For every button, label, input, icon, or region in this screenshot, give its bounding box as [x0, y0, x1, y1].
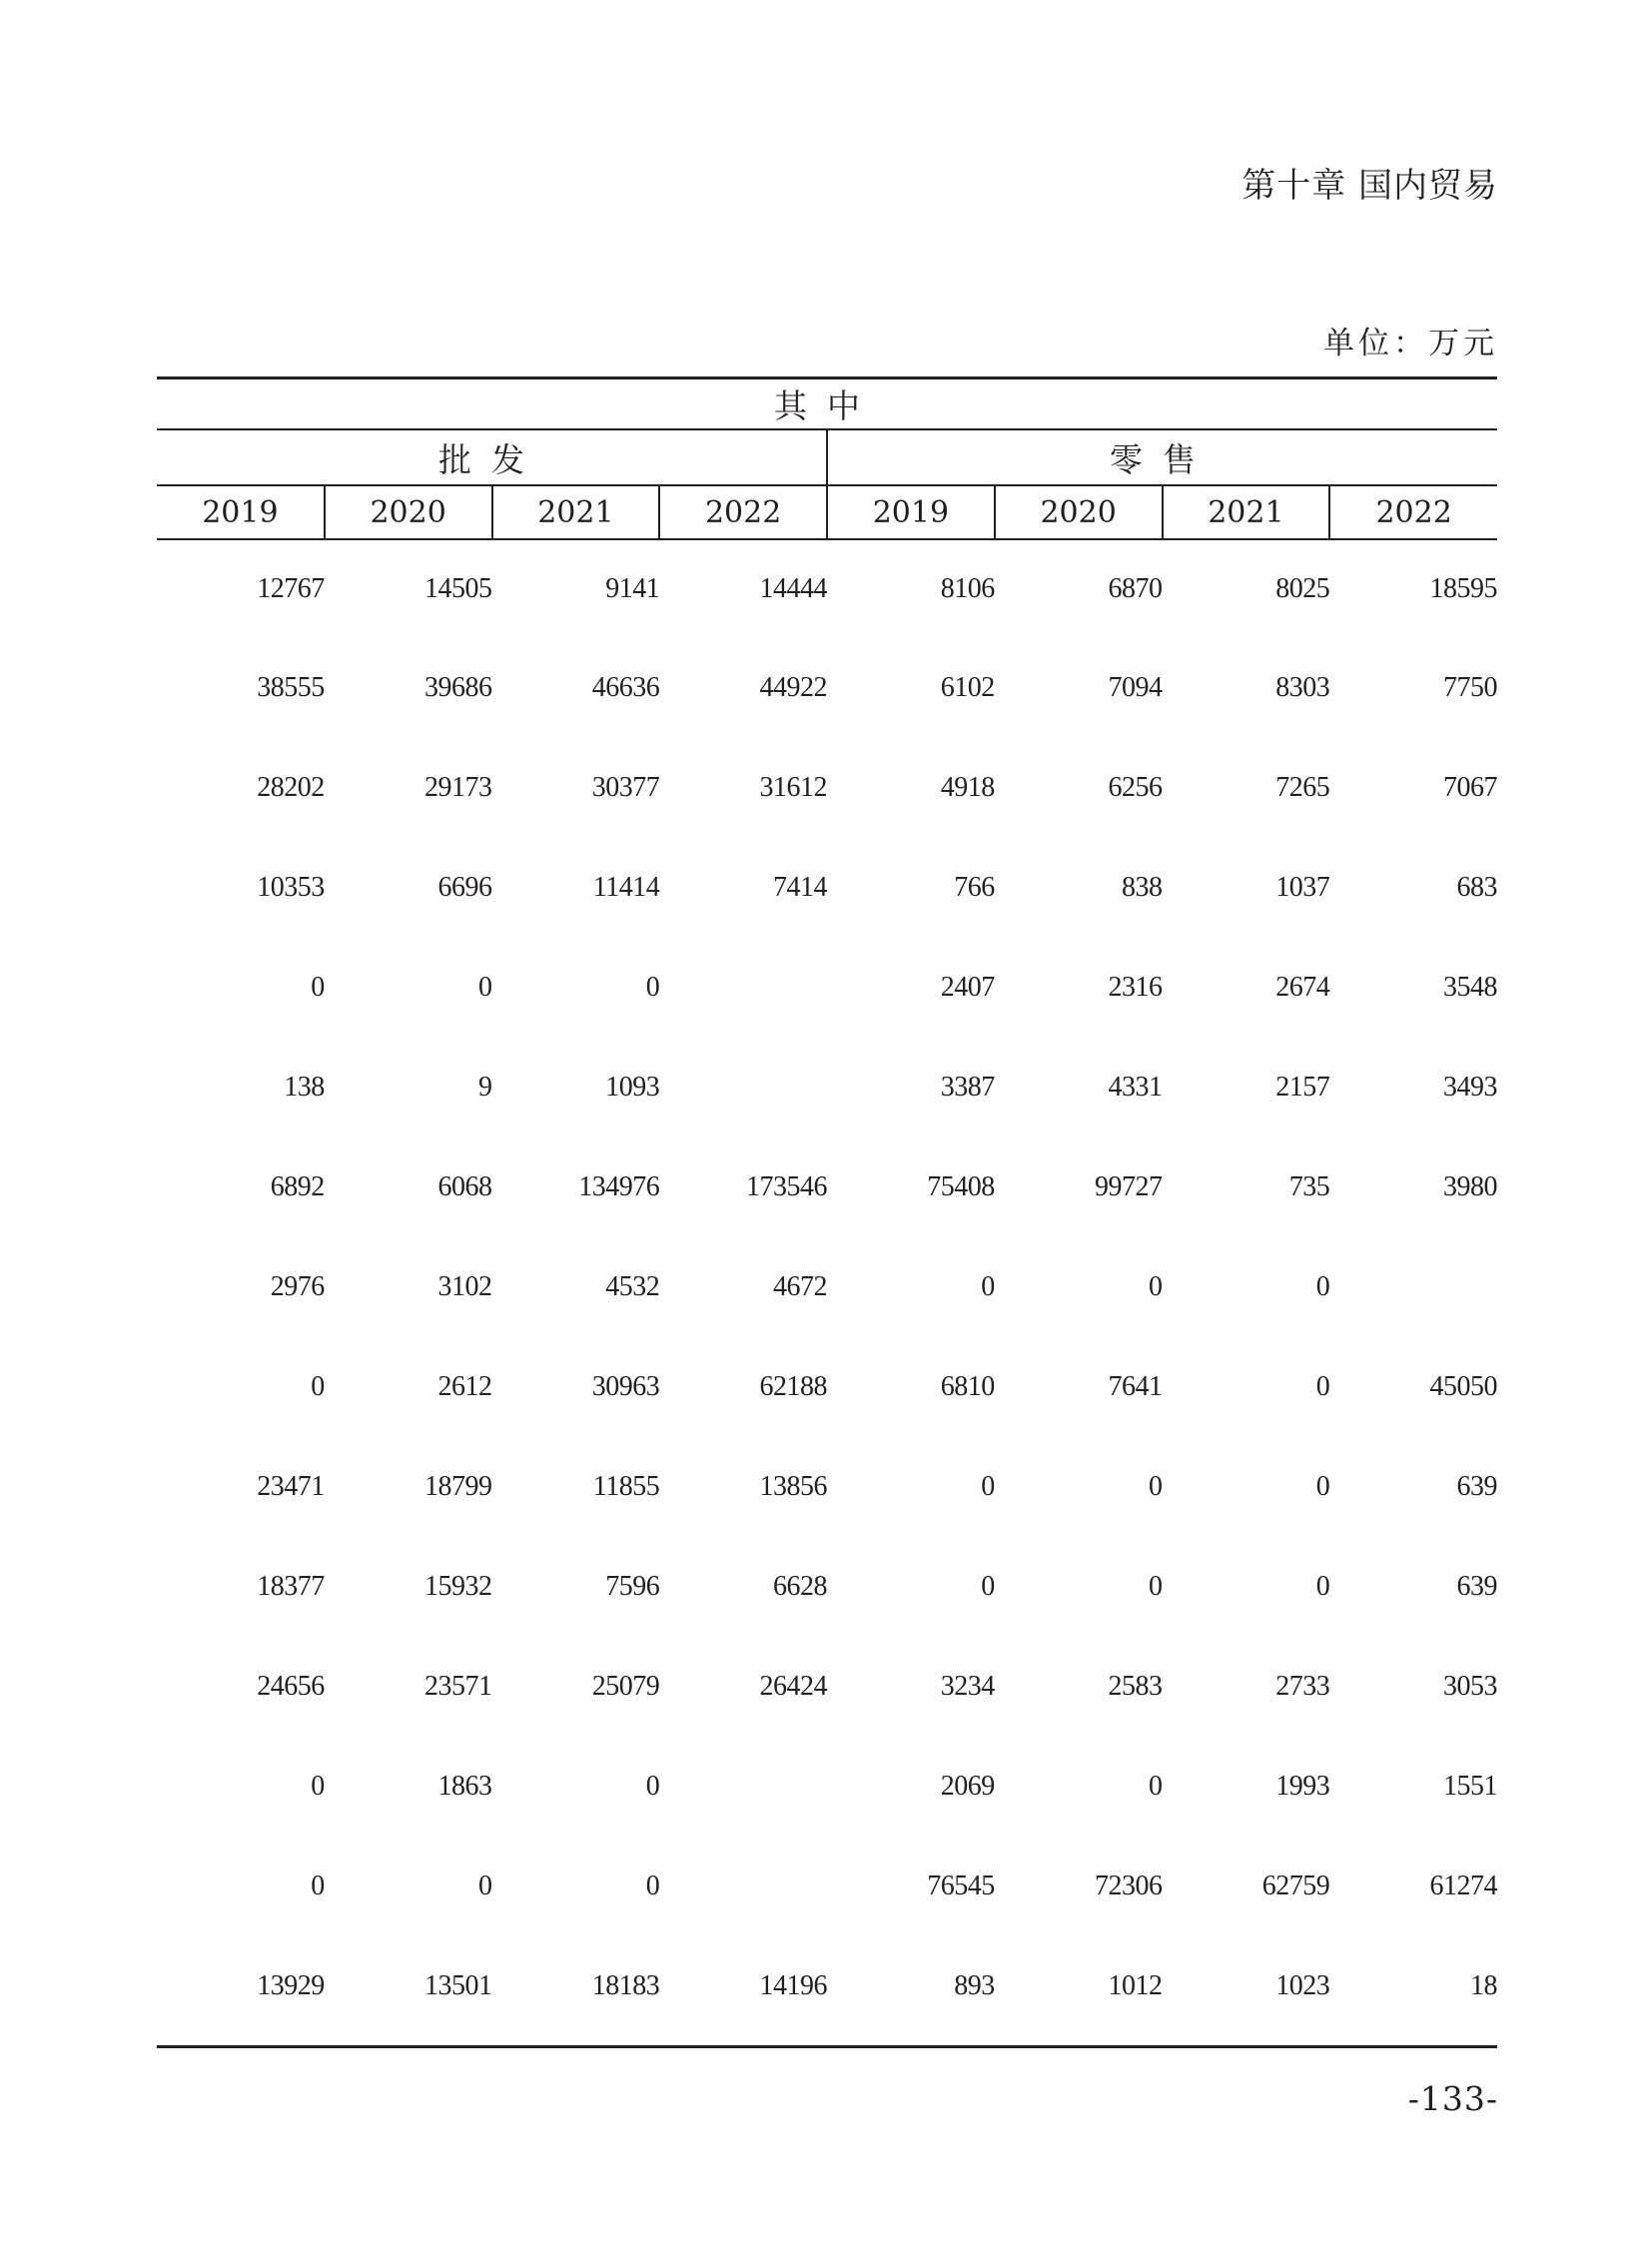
table-row — [157, 1337, 1497, 1437]
table-cell: 62188 — [759, 1371, 827, 1402]
table-cell: 13501 — [424, 1970, 492, 2001]
table-cell: 0 — [1315, 1471, 1330, 1502]
table-cell: 13856 — [759, 1471, 827, 1502]
table-cell: 6068 — [437, 1171, 492, 1202]
table-cell: 25079 — [591, 1671, 660, 1702]
table-cell: 72306 — [1095, 1870, 1163, 1901]
table-cell: 75408 — [927, 1171, 995, 1202]
table-cell: 0 — [1315, 1271, 1330, 1302]
table-cell: 7067 — [1443, 772, 1497, 803]
table-cell: 23571 — [424, 1671, 492, 1702]
table-cell — [1329, 1237, 1497, 1337]
table-row — [157, 1038, 1497, 1137]
table-cell: 6892 — [270, 1171, 325, 1202]
table-cell: 14196 — [759, 1970, 827, 2001]
header-year: 2022 — [1329, 485, 1497, 539]
table-cell: 0 — [311, 1870, 325, 1901]
table-cell: 46636 — [591, 672, 660, 703]
table-cell: 0 — [645, 1870, 660, 1901]
table-cell: 18595 — [1429, 573, 1497, 604]
table-cell: 0 — [1315, 1571, 1330, 1602]
table-cell — [659, 1737, 827, 1837]
table-cell: 12767 — [257, 573, 325, 604]
header-year: 2020 — [325, 485, 492, 539]
table-cell: 4918 — [940, 772, 995, 803]
header-top-label: 其中 — [157, 378, 1497, 430]
table-cell: 45050 — [1429, 1371, 1497, 1402]
table-cell: 1993 — [1275, 1771, 1330, 1802]
table-cell: 4532 — [605, 1271, 660, 1302]
statistics-table — [157, 376, 1497, 2036]
table-cell: 38555 — [257, 672, 325, 703]
table-cell: 1023 — [1275, 1970, 1330, 2001]
table-cell: 28202 — [257, 772, 325, 803]
table-cell: 0 — [981, 1571, 995, 1602]
header-year: 2022 — [659, 485, 827, 539]
table-cell: 6102 — [940, 672, 995, 703]
table-row — [157, 1637, 1497, 1737]
table-cell: 3234 — [940, 1671, 995, 1702]
table-row — [157, 539, 1497, 638]
table-cell: 6696 — [437, 872, 492, 903]
table-cell: 3548 — [1443, 972, 1497, 1003]
table-cell: 683 — [1456, 872, 1497, 903]
table-cell: 173546 — [746, 1171, 827, 1202]
table-row — [157, 838, 1497, 938]
table-cell: 1551 — [1443, 1771, 1497, 1802]
table-cell: 0 — [1149, 1271, 1163, 1302]
table-cell: 7750 — [1443, 672, 1497, 703]
header-group-retail: 零售 — [827, 429, 1497, 485]
table-cell: 2316 — [1108, 972, 1163, 1003]
table-cell: 30963 — [591, 1371, 660, 1402]
table-cell: 6256 — [1108, 772, 1163, 803]
header-year: 2021 — [492, 485, 660, 539]
table-cell: 44922 — [759, 672, 827, 703]
table-cell: 11855 — [592, 1471, 660, 1502]
table-cell: 11414 — [592, 872, 660, 903]
table-cell: 9141 — [605, 573, 660, 604]
table-cell: 0 — [645, 1771, 660, 1802]
table-cell: 6628 — [773, 1571, 827, 1602]
table-cell: 1093 — [605, 1072, 660, 1103]
table-cell: 0 — [1149, 1771, 1163, 1802]
table-cell: 8303 — [1275, 672, 1330, 703]
table-cell: 7641 — [1108, 1371, 1163, 1402]
chapter-title: 第十章 国内贸易 — [1241, 166, 1498, 206]
table-cell: 13929 — [257, 1970, 325, 2001]
table-cell: 4331 — [1108, 1072, 1163, 1103]
table-cell: 7596 — [605, 1571, 660, 1602]
table-cell: 1012 — [1108, 1970, 1163, 2001]
header-year: 2019 — [827, 485, 995, 539]
table-cell: 18183 — [591, 1970, 660, 2001]
table-cell: 1863 — [437, 1771, 492, 1802]
table-cell: 735 — [1288, 1171, 1330, 1202]
table-cell: 7414 — [773, 872, 827, 903]
table-cell: 18377 — [257, 1571, 325, 1602]
table-cell: 0 — [311, 1371, 325, 1402]
table-cell: 7265 — [1275, 772, 1330, 803]
table-row — [157, 938, 1497, 1038]
table-cell: 838 — [1122, 872, 1163, 903]
table-cell: 0 — [981, 1271, 995, 1302]
table-cell: 4672 — [773, 1271, 827, 1302]
table-bottom-rule — [157, 2045, 1497, 2048]
table-row — [157, 1537, 1497, 1637]
table-cell: 2976 — [270, 1271, 325, 1302]
unit-label: 单位：万元 — [1323, 326, 1498, 362]
header-row-years — [157, 485, 1497, 539]
header-row-top — [157, 378, 1497, 430]
table-row — [157, 1237, 1497, 1337]
table-cell: 6810 — [940, 1371, 995, 1402]
table-cell: 10353 — [257, 872, 325, 903]
table-cell: 0 — [645, 972, 660, 1003]
table-cell: 3102 — [437, 1271, 492, 1302]
table-cell: 62759 — [1261, 1870, 1330, 1901]
table-cell: 15932 — [424, 1571, 492, 1602]
table-cell: 3980 — [1443, 1171, 1497, 1202]
table-cell: 1037 — [1275, 872, 1330, 903]
table-cell: 0 — [981, 1471, 995, 1502]
table-cell: 18 — [1470, 1970, 1497, 2001]
table-cell: 0 — [311, 972, 325, 1003]
table-cell: 31612 — [759, 772, 827, 803]
table-cell: 639 — [1456, 1571, 1497, 1602]
table-cell: 6870 — [1108, 573, 1163, 604]
header-group-wholesale: 批发 — [157, 429, 827, 485]
table-body — [157, 539, 1497, 2036]
table-header — [157, 378, 1497, 540]
table-row — [157, 638, 1497, 738]
table-cell: 3053 — [1443, 1671, 1497, 1702]
table-cell: 14444 — [759, 573, 827, 604]
table-cell: 99727 — [1095, 1171, 1163, 1202]
table-cell: 61274 — [1429, 1870, 1497, 1901]
table-cell: 30377 — [591, 772, 660, 803]
table-row — [157, 1837, 1497, 1936]
table-cell: 7094 — [1108, 672, 1163, 703]
table-cell: 9 — [478, 1072, 492, 1103]
table-cell: 138 — [284, 1072, 325, 1103]
header-year: 2019 — [157, 485, 325, 539]
table-cell: 0 — [478, 1870, 492, 1901]
table-cell: 0 — [478, 972, 492, 1003]
table-cell: 2157 — [1275, 1072, 1330, 1103]
table-cell: 23471 — [257, 1471, 325, 1502]
table-row — [157, 1737, 1497, 1837]
table-cell: 0 — [311, 1771, 325, 1802]
table-cell: 39686 — [424, 672, 492, 703]
table-cell: 2612 — [437, 1371, 492, 1402]
table-row — [157, 1437, 1497, 1537]
table-cell — [659, 1038, 827, 1137]
header-row-groups — [157, 429, 1497, 485]
table-cell: 3493 — [1443, 1072, 1497, 1103]
header-year: 2020 — [995, 485, 1163, 539]
table-cell: 14505 — [424, 573, 492, 604]
table-cell: 18799 — [424, 1471, 492, 1502]
table-cell: 26424 — [759, 1671, 827, 1702]
table-cell: 2583 — [1108, 1671, 1163, 1702]
table-cell: 766 — [954, 872, 995, 903]
table-cell: 0 — [1149, 1471, 1163, 1502]
table-row — [157, 738, 1497, 838]
page-number: -133- — [1407, 2079, 1498, 2118]
table-row — [157, 1936, 1497, 2036]
table-cell: 2407 — [940, 972, 995, 1003]
table-cell: 639 — [1456, 1471, 1497, 1502]
table-cell: 893 — [954, 1970, 995, 2001]
table-cell: 24656 — [257, 1671, 325, 1702]
table-cell: 2069 — [940, 1771, 995, 1802]
table-cell: 8025 — [1275, 573, 1330, 604]
table-cell: 134976 — [578, 1171, 660, 1202]
table-row — [157, 1137, 1497, 1237]
table-cell: 0 — [1149, 1571, 1163, 1602]
table-cell: 8106 — [940, 573, 995, 604]
table-cell — [659, 938, 827, 1038]
table-cell: 2733 — [1275, 1671, 1330, 1702]
table-cell: 2674 — [1275, 972, 1330, 1003]
table-cell: 76545 — [927, 1870, 995, 1901]
table-cell: 0 — [1315, 1371, 1330, 1402]
header-year: 2021 — [1163, 485, 1330, 539]
table-cell — [659, 1837, 827, 1936]
table-cell: 3387 — [940, 1072, 995, 1103]
table-cell: 29173 — [424, 772, 492, 803]
